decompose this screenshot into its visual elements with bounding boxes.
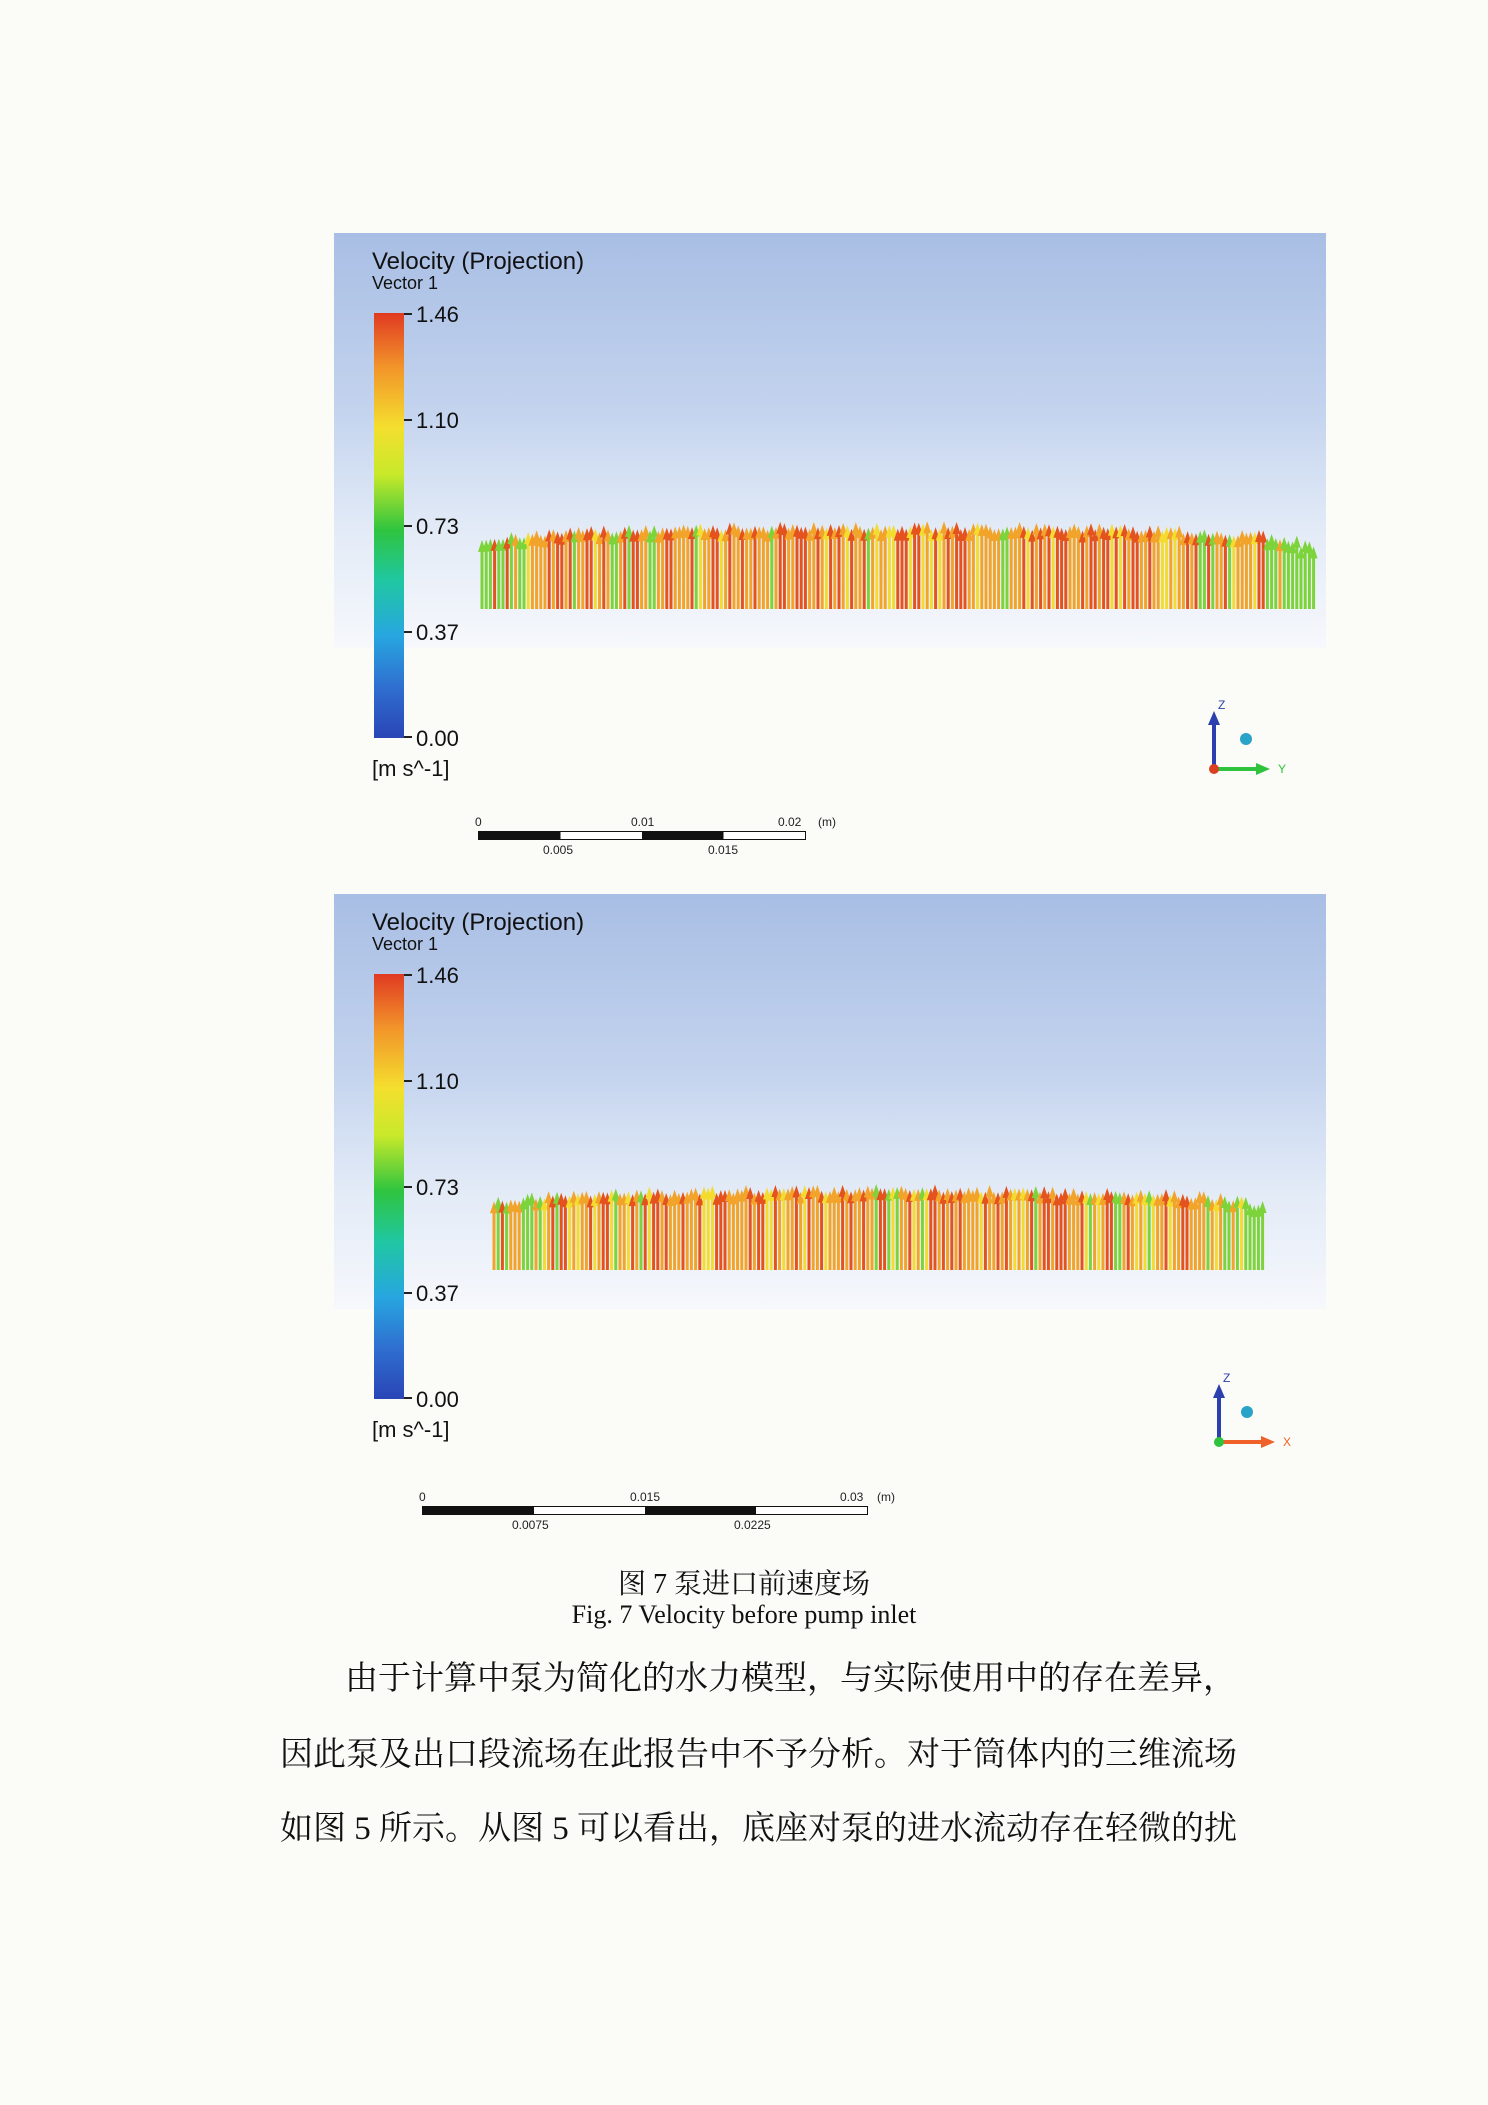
colorbar-label: 1.10 [416,1069,459,1094]
scale-label: 0.02 [778,815,802,829]
colorbar-unit: [m s^-1] [372,1417,450,1442]
origin-dot [1214,1437,1224,1447]
light-sphere-icon [1241,1406,1253,1418]
horizontal-axis-label: X [1283,1435,1292,1449]
colorbar-unit: [m s^-1] [372,756,450,781]
horizontal-axis-arrowhead [1261,1436,1275,1448]
velocity-figure-bottom [334,894,1326,1449]
colorbar-tick [404,1397,412,1399]
velocity-vector-field [334,233,1326,648]
scale-label: 0.005 [543,843,574,857]
scale-bar-top [475,815,836,875]
scale-unit: (m) [877,1490,895,1504]
light-sphere-icon [1240,733,1252,745]
scale-label: 0.0075 [512,1518,549,1532]
legend-title: Velocity (Projection) [372,909,585,936]
z-axis-label: Z [1223,1372,1231,1385]
axis-triad [1194,699,1304,799]
colorbar-label: 0.73 [416,1175,459,1200]
legend-title: Velocity (Projection) [372,248,585,275]
velocity-figure-top [334,233,1326,781]
colorbar-label: 0.73 [416,514,459,539]
scale-label: 0.0225 [734,1518,771,1532]
scale-bar-graphic [478,831,806,840]
paragraph-line: 如图 5 所示。从图 5 可以看出，底座对泵的进水流动存在轻微的扰 [280,1811,1237,1847]
colorbar-label: 1.10 [416,408,459,433]
horizontal-axis-arrowhead [1256,763,1270,775]
colorbar-label-min: 0.00 [416,726,459,751]
origin-dot [1209,764,1219,774]
colorbar-tick [404,736,412,738]
horizontal-axis-label: Y [1278,762,1287,776]
scale-label: 0.015 [708,843,739,857]
colorbar-label: 0.37 [416,1281,459,1306]
figure-caption-english: Fig. 7 Velocity before pump inlet [571,1600,917,1629]
legend-subtitle: Vector 1 [372,934,439,954]
scale-label: 0.015 [630,1490,661,1504]
legend-subtitle: Vector 1 [372,273,439,293]
paragraph-line: 因此泵及出口段流场在此报告中不予分析。对于筒体内的三维流场 [280,1737,1237,1773]
z-axis-label: Z [1218,699,1226,712]
z-axis-arrowhead [1213,1384,1225,1398]
scale-label: 0 [419,1490,426,1504]
figure-caption-chinese: 图 7 泵进口前速度场 [617,1569,870,1600]
scale-label: 0.03 [840,1490,864,1504]
colorbar-label-max: 1.46 [416,963,459,988]
paragraph-line: 由于计算中泵为简化的水力模型，与实际使用中的存在差异， [345,1661,1236,1697]
scale-label: 0 [475,815,482,829]
scale-bar-bottom [419,1490,895,1550]
colorbar-label-min: 0.00 [416,1387,459,1412]
velocity-vector-field [334,894,1326,1309]
scale-unit: (m) [818,815,836,829]
z-axis-arrowhead [1208,711,1220,725]
scale-bar-graphic [422,1506,868,1515]
scale-label: 0.01 [631,815,655,829]
colorbar-label: 0.37 [416,620,459,645]
axis-triad [1199,1372,1309,1472]
colorbar-label-max: 1.46 [416,302,459,327]
